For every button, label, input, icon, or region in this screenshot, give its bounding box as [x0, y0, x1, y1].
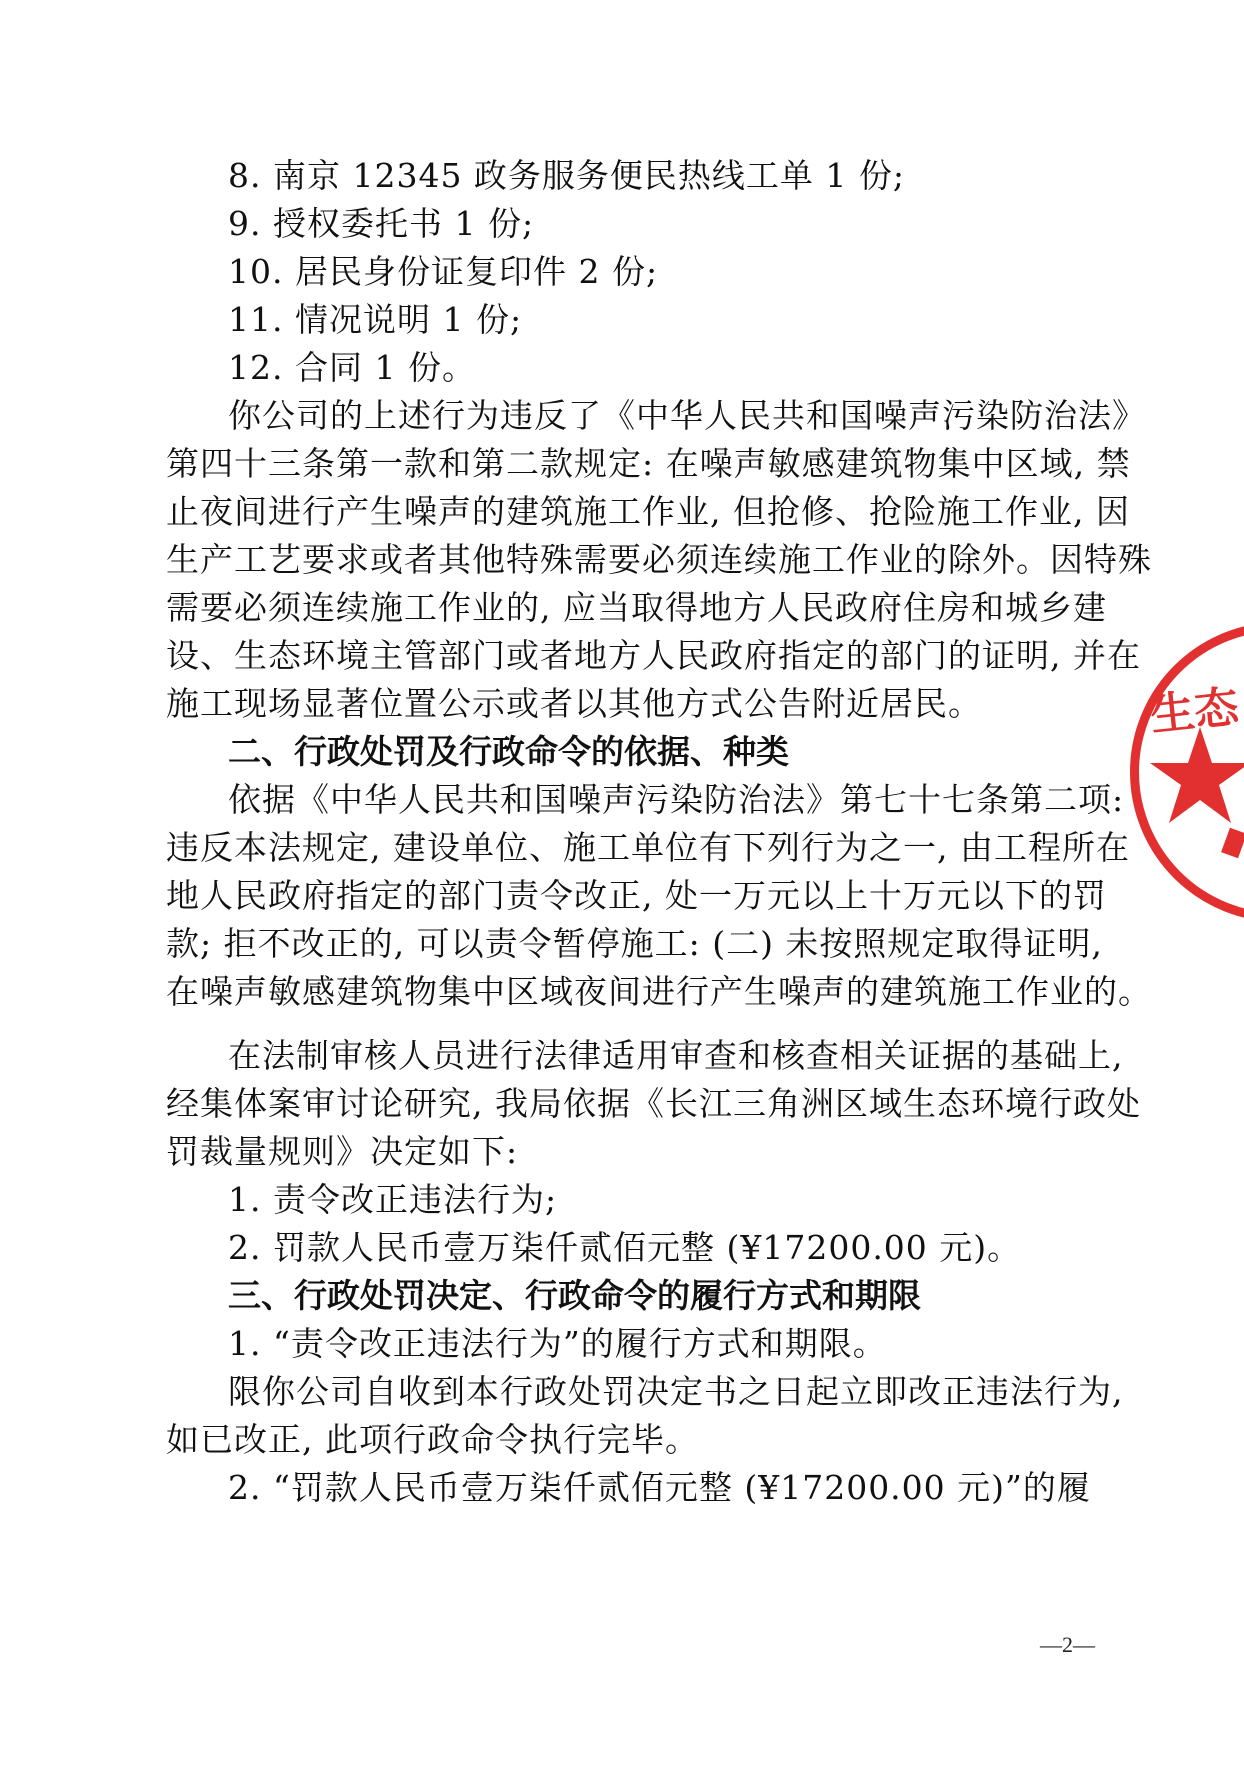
paragraph-line: 第四十三条第一款和第二款规定: 在噪声敏感建筑物集中区域, 禁	[166, 444, 1131, 483]
paragraph-line: 2. “罚款人民币壹万柒仟贰佰元整 (¥17200.00 元)”的履	[228, 1468, 1091, 1507]
paragraph-line: 需要必须连续施工作业的, 应当取得地方人民政府住房和城乡建	[166, 588, 1107, 627]
paragraph-line: 9. 授权委托书 1 份;	[228, 204, 535, 243]
paragraph-line: 10. 居民身份证复印件 2 份;	[228, 252, 659, 291]
seal-text: 生态	[1148, 681, 1241, 742]
paragraph-line: 罚裁量规则》决定如下:	[166, 1132, 519, 1171]
paragraph-line: 违反本法规定, 建设单位、施工单位有下列行为之一, 由工程所在	[166, 828, 1130, 867]
paragraph-line: 你公司的上述行为违反了《中华人民共和国噪声污染防治法》	[228, 396, 1146, 435]
paragraph-line: 8. 南京 12345 政务服务便民热线工单 1 份;	[228, 156, 906, 195]
page-number: —2—	[1040, 1632, 1095, 1657]
paragraph-line: 生产工艺要求或者其他特殊需要必须连续施工作业的除外。因特殊	[166, 540, 1152, 579]
paragraph-line: 11. 情况说明 1 份;	[228, 300, 523, 339]
paragraph-line: 地人民政府指定的部门责令改正, 处一万元以上十万元以下的罚	[166, 876, 1107, 915]
seal-star-icon	[1150, 725, 1244, 825]
paragraph-line: 止夜间进行产生噪声的建筑施工作业, 但抢修、抢险施工作业, 因	[166, 492, 1130, 531]
paragraph-line: 款; 拒不改正的, 可以责令暂停施工: (二) 未按照规定取得证明,	[166, 924, 1103, 963]
paragraph-line: 12. 合同 1 份。	[228, 348, 476, 387]
paragraph-line: 在噪声敏感建筑物集中区域夜间进行产生噪声的建筑施工作业的。	[166, 972, 1152, 1011]
paragraph-line: 在法制审核人员进行法律适用审查和核查相关证据的基础上,	[228, 1036, 1124, 1075]
section-heading: 三、行政处罚决定、行政命令的履行方式和期限	[228, 1276, 921, 1315]
paragraph-line: 经集体案审讨论研究, 我局依据《长江三角洲区域生态环境行政处	[166, 1084, 1141, 1123]
paragraph-line: 如已改正, 此项行政命令执行完毕。	[166, 1420, 699, 1459]
paragraph-line: 施工现场显著位置公示或者以其他方式公告附近居民。	[166, 684, 982, 723]
paragraph-line: 设、生态环境主管部门或者地方人民政府指定的部门的证明, 并在	[166, 636, 1141, 675]
paragraph-line: 依据《中华人民共和国噪声污染防治法》第七十七条第二项:	[228, 780, 1125, 819]
paragraph-line: 1. 责令改正违法行为;	[228, 1180, 558, 1219]
paragraph-line: 限你公司自收到本行政处罚决定书之日起立即改正违法行为,	[228, 1372, 1124, 1411]
paragraph-line: 2. 罚款人民币壹万柒仟贰佰元整 (¥17200.00 元)。	[228, 1228, 1022, 1267]
section-heading: 二、行政处罚及行政命令的依据、种类	[228, 732, 789, 771]
paragraph-line: 1. “责令改正违法行为”的履行方式和期限。	[228, 1324, 887, 1363]
